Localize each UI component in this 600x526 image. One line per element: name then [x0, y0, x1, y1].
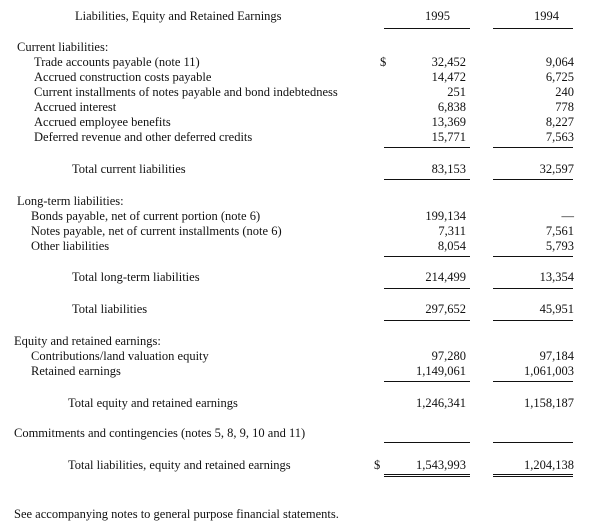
column-header-1995: 1995	[425, 9, 450, 23]
total-label: Total long-term liabilities	[72, 270, 200, 284]
row-label: Current installments of notes payable and bond indebtedness	[34, 85, 338, 99]
value-1994: 778	[555, 100, 574, 114]
subtotal-rule-1994	[493, 147, 573, 148]
total-value-1995: 83,153	[431, 162, 466, 176]
row-label: Retained earnings	[31, 364, 121, 378]
total-value-1994: 1,158,187	[524, 396, 574, 410]
value-1995: 32,452	[431, 55, 466, 69]
total-rule-1994	[493, 288, 573, 289]
value-1994: 6,725	[545, 70, 574, 84]
double-rule-1994	[493, 474, 573, 477]
value-1994: 7,563	[545, 130, 574, 144]
grand-total-1994: 1,204,138	[524, 458, 574, 472]
total-rule-1994	[493, 179, 573, 180]
value-1994: 9,064	[545, 55, 574, 69]
value-1994: —	[561, 209, 574, 223]
section-heading-equity: Equity and retained earnings:	[14, 334, 161, 348]
footnote: See accompanying notes to general purpose financial statements.	[14, 507, 339, 521]
row-label: Bonds payable, net of current portion (note 6)	[31, 209, 261, 223]
value-1995: 251	[447, 85, 466, 99]
row-label: Deferred revenue and other deferred credits	[34, 130, 253, 144]
value-1994: 5,793	[545, 239, 574, 253]
subtotal-rule-1995	[384, 442, 470, 443]
row-label: Accrued construction costs payable	[34, 70, 212, 84]
value-1995: 15,771	[431, 130, 466, 144]
subtotal-rule-1994	[493, 256, 573, 257]
total-liabilities-1994: 45,951	[539, 302, 574, 316]
value-1995: 7,311	[438, 224, 466, 238]
value-1995: 1,149,061	[416, 364, 466, 378]
grand-total-label: Total liabilities, equity and retained earnings	[68, 458, 291, 472]
subtotal-rule-1995	[384, 381, 470, 382]
subtotal-rule-1995	[384, 256, 470, 257]
total-rule-1995	[384, 320, 470, 321]
subtotal-rule-1994	[493, 442, 573, 443]
dollar-sign: $	[380, 55, 387, 69]
row-label: Accrued interest	[34, 100, 117, 114]
value-1994: 1,061,003	[524, 364, 574, 378]
value-1995: 8,054	[437, 239, 466, 253]
total-rule-1995	[384, 288, 470, 289]
row-label: Accrued employee benefits	[34, 115, 171, 129]
subtotal-rule-1995	[384, 147, 470, 148]
double-rule-1995	[384, 474, 470, 477]
value-1995: 13,369	[431, 115, 466, 129]
section-heading-current: Current liabilities:	[17, 40, 109, 54]
header-rule-1994	[493, 28, 573, 29]
total-value-1994: 13,354	[539, 270, 574, 284]
value-1995: 14,472	[431, 70, 466, 84]
column-header-1994: 1994	[534, 9, 559, 23]
total-value-1995: 214,499	[425, 270, 466, 284]
total-value-1994: 32,597	[539, 162, 574, 176]
dollar-sign: $	[374, 458, 381, 472]
value-1995: 199,134	[425, 209, 466, 223]
grand-total-1995: 1,543,993	[416, 458, 466, 472]
total-label: Total current liabilities	[72, 162, 186, 176]
header-rule-1995	[384, 28, 470, 29]
row-label: Trade accounts payable (note 11)	[34, 55, 200, 69]
value-1995: 6,838	[437, 100, 466, 114]
value-1994: 8,227	[545, 115, 574, 129]
total-rule-1995	[384, 179, 470, 180]
total-label: Total equity and retained earnings	[68, 396, 238, 410]
subtotal-rule-1994	[493, 381, 573, 382]
value-1994: 7,561	[545, 224, 574, 238]
total-liabilities-label: Total liabilities	[72, 302, 148, 316]
row-label: Notes payable, net of current installments (note 6)	[31, 224, 282, 238]
total-liabilities-1995: 297,652	[425, 302, 466, 316]
commitments-label: Commitments and contingencies (notes 5, 8, 9, 10 and 11)	[14, 426, 306, 440]
section-heading-longterm: Long-term liabilities:	[17, 194, 124, 208]
value-1994: 240	[555, 85, 574, 99]
row-label: Other liabilities	[31, 239, 110, 253]
row-label: Contributions/land valuation equity	[31, 349, 209, 363]
table-title: Liabilities, Equity and Retained Earnings	[75, 9, 282, 23]
value-1995: 97,280	[431, 349, 466, 363]
total-value-1995: 1,246,341	[416, 396, 466, 410]
total-rule-1994	[493, 320, 573, 321]
value-1994: 97,184	[539, 349, 574, 363]
